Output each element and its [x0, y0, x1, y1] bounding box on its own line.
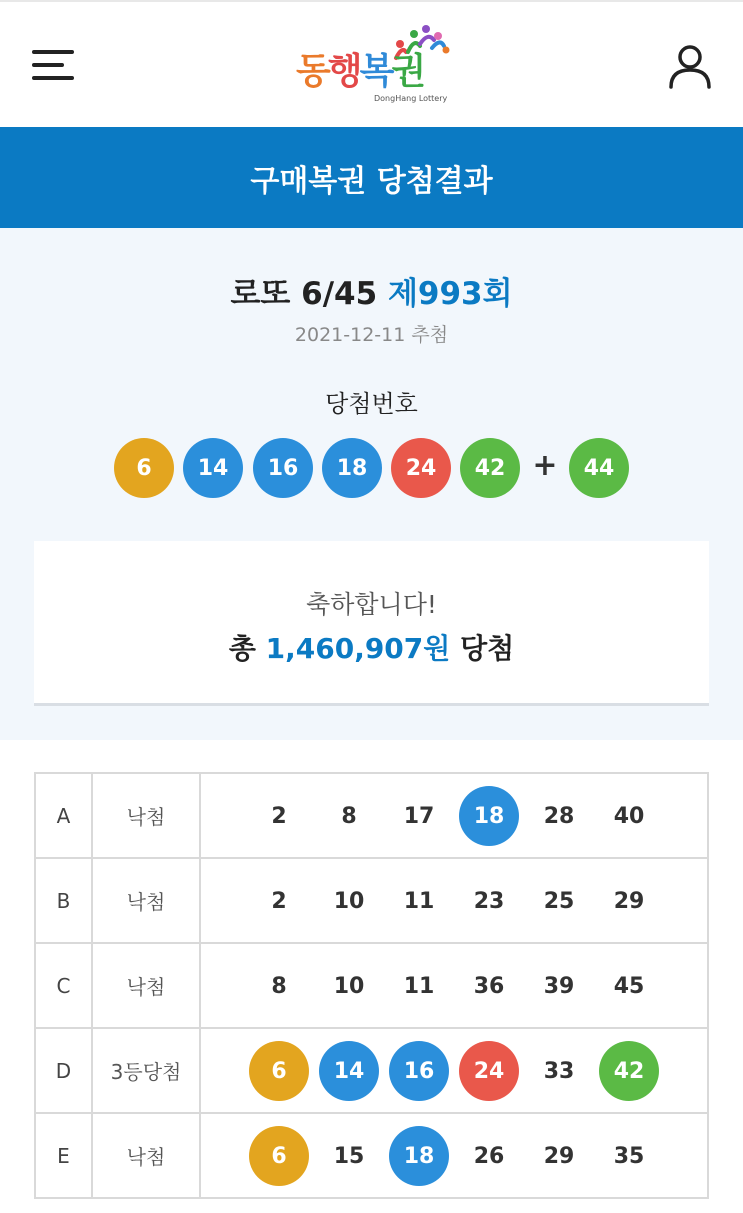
table-row [35, 1113, 708, 1198]
ticket-number-matched: 6 [249, 1126, 309, 1186]
ticket-number: 29 [613, 888, 645, 914]
total-prefix: 총 [228, 632, 256, 665]
winning-ball: 14 [183, 438, 243, 498]
logo-subtitle: DongHang Lottery [374, 94, 448, 103]
ticket-number-matched: 42 [599, 1041, 659, 1101]
ticket-number: 2 [271, 888, 287, 914]
donghang-logo[interactable] [296, 24, 456, 106]
line-label: E [35, 1113, 92, 1198]
total-amount: 1,460,907원 [265, 632, 451, 665]
ticket-number: 11 [403, 973, 435, 999]
bonus-ball: 44 [569, 438, 629, 498]
ticket-number: 28 [543, 803, 575, 829]
line-numbers [200, 773, 708, 858]
plus-sign: + [532, 448, 558, 483]
ticket-number: 26 [473, 1143, 505, 1169]
ticket-number: 10 [333, 973, 365, 999]
winning-ball: 24 [391, 438, 451, 498]
draw-round: 제993회 [387, 276, 513, 312]
ticket-number: 15 [333, 1143, 365, 1169]
line-result: 낙첨 [92, 1113, 200, 1198]
line-numbers [200, 1028, 708, 1113]
logo-text: 동행복권 [296, 51, 424, 92]
draw-summary [0, 228, 743, 740]
table-row [35, 1028, 708, 1113]
ticket-table [34, 772, 709, 1199]
line-label: D [35, 1028, 92, 1113]
line-numbers [200, 858, 708, 943]
ticket-number-matched: 18 [389, 1126, 449, 1186]
ticket-number: 29 [543, 1143, 575, 1169]
user-profile-icon[interactable] [666, 42, 714, 90]
winning-ball: 42 [460, 438, 520, 498]
ticket-number-matched: 16 [389, 1041, 449, 1101]
line-label: B [35, 858, 92, 943]
line-result: 낙첨 [92, 773, 200, 858]
ticket-number: 10 [333, 888, 365, 914]
line-label: C [35, 943, 92, 1028]
top-header [0, 0, 743, 127]
ticket-number: 36 [473, 973, 505, 999]
line-label: A [35, 773, 92, 858]
hamburger-menu-icon[interactable] [32, 46, 74, 84]
page-title: 구매복권 당첨결과 [250, 163, 493, 199]
congrats-message: 축하합니다! [306, 590, 437, 619]
winning-ball: 18 [322, 438, 382, 498]
prize-card [34, 541, 709, 706]
table-row [35, 773, 708, 858]
total-prize [34, 627, 709, 667]
total-suffix: 당첨 [460, 632, 515, 665]
winning-ball: 6 [114, 438, 174, 498]
ticket-number: 40 [613, 803, 645, 829]
ticket-number-matched: 6 [249, 1041, 309, 1101]
winning-numbers-label: 당첨번호 [325, 390, 418, 418]
ticket-number: 11 [403, 888, 435, 914]
ticket-number-matched: 18 [459, 786, 519, 846]
ticket-number: 33 [543, 1058, 575, 1084]
table-row [35, 943, 708, 1028]
ticket-number-matched: 24 [459, 1041, 519, 1101]
ticket-number: 2 [271, 803, 287, 829]
table-row [35, 858, 708, 943]
line-numbers [200, 1113, 708, 1198]
ticket-number-matched: 14 [319, 1041, 379, 1101]
line-numbers [200, 943, 708, 1028]
draw-title [0, 268, 743, 313]
line-result: 낙첨 [92, 943, 200, 1028]
ticket-number: 8 [341, 803, 357, 829]
ticket-number: 39 [543, 973, 575, 999]
winning-ball: 16 [253, 438, 313, 498]
ticket-number: 35 [613, 1143, 645, 1169]
ticket-number: 25 [543, 888, 575, 914]
game-name: 로또 6/45 [230, 276, 378, 312]
ticket-number: 17 [403, 803, 435, 829]
draw-date: 2021-12-11 추첨 [294, 324, 449, 346]
line-result: 낙첨 [92, 858, 200, 943]
ticket-number: 45 [613, 973, 645, 999]
ticket-number: 8 [271, 973, 287, 999]
ticket-number: 23 [473, 888, 505, 914]
line-result: 3등당첨 [92, 1028, 200, 1113]
page-title-bar [0, 127, 743, 228]
